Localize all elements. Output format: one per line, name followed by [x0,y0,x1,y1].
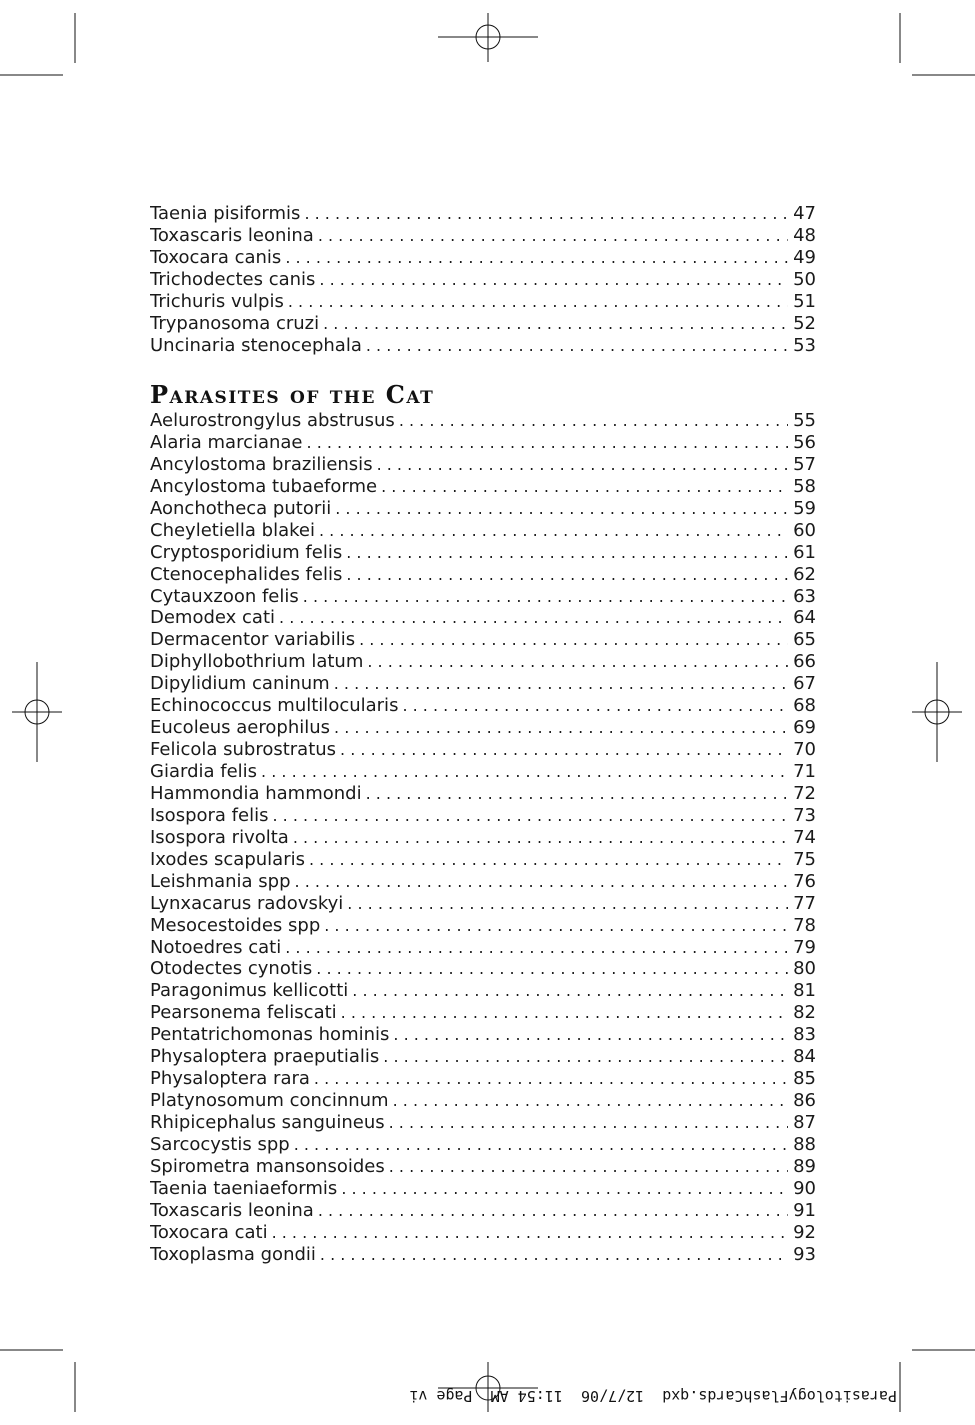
dot-leader [314,1068,788,1090]
toc-entry [150,476,816,498]
dot-leader [381,476,788,498]
dot-leader [346,542,788,564]
toc-entry-name: Leishmania spp [150,870,291,892]
toc-entry-name: Trichodectes canis [150,268,316,290]
dot-leader [352,980,788,1002]
toc-entry-page: 69 [793,717,816,739]
dot-leader [393,1090,789,1112]
toc-entry-page: 56 [793,431,816,453]
dot-leader [335,498,788,520]
toc-entry-page: 68 [793,695,816,717]
toc-entry [150,247,816,269]
toc-entry-name: Giardia felis [150,761,258,782]
toc-entry-name: Alaria marcianae [150,431,303,453]
toc-entry-name: Trypanosoma cruzi [150,312,320,334]
toc-entry-page: 62 [793,563,816,585]
dot-leader [285,937,788,959]
dot-leader [309,849,788,871]
toc-entry-page: 48 [793,224,816,246]
toc-entry-page: 91 [793,1199,816,1221]
dot-leader [359,629,788,651]
section-title-cat: Parasites of the Cat [150,380,435,409]
toc-entry-name: Otodectes cynotis [150,958,313,980]
toc-entry-name: Taenia pisiformis [150,203,301,224]
dot-leader [304,203,788,225]
toc-entry-name: Dipylidium caninum [150,673,330,695]
toc-entry-page: 80 [793,958,816,980]
toc-entry [150,629,816,651]
toc-entry-name: Aelurostrongylus abstrusus [150,410,395,431]
toc-entry [150,225,816,247]
toc-entry-name: Ancylostoma braziliensis [150,453,373,475]
toc-entry [150,1002,816,1024]
registration-mark-top [438,13,538,62]
toc-entry-name: Notoedres cati [150,936,282,958]
toc-entry-name: Eucoleus aerophilus [150,717,331,739]
toc-entry-name: Demodex cati [150,607,276,629]
toc-entry [150,313,816,335]
toc-entry-name: Ancylostoma tubaeforme [150,475,378,497]
toc-entry-page: 52 [793,312,816,334]
dot-leader [334,673,788,695]
toc-entry-page: 65 [793,629,816,651]
toc-entry-name: Cryptosporidium felis [150,541,343,563]
dot-leader [294,1134,788,1156]
dot-leader [303,586,788,608]
toc-entry [150,335,816,357]
toc-entry [150,1090,816,1112]
dot-leader [334,717,788,739]
toc-entry-name: Ctenocephalides felis [150,563,343,585]
dot-leader [399,410,788,432]
toc-entry-name: Felicola subrostratus [150,739,337,761]
toc-entry-name: Pentatrichomonas hominis [150,1024,390,1046]
dot-leader [402,695,788,717]
toc-entry [150,432,816,454]
dot-leader [320,1244,788,1266]
toc-entry [150,269,816,291]
toc-entry [150,1244,816,1266]
toc-entry-name: Isospora felis [150,804,269,826]
dot-leader [318,225,788,247]
toc-entry-page: 73 [793,804,816,826]
dot-leader [272,1222,789,1244]
dot-leader [318,1200,788,1222]
dot-leader [316,958,788,980]
toc-entry-name: Trichuris vulpis [150,290,284,312]
toc-entry-name: Sarcocystis spp [150,1133,290,1155]
toc-entry-page: 90 [793,1177,816,1199]
toc-entry-page: 85 [793,1068,816,1090]
dot-leader [293,827,788,849]
printer-slug-line: ParasitologyFlashCards.qxd 12/7/06 11:54 AM Page vi [409,1387,897,1405]
toc-entry [150,1046,816,1068]
toc-entry-page: 82 [793,1002,816,1024]
dot-leader [285,247,788,269]
dot-leader [346,564,788,586]
dot-leader [366,335,788,357]
toc-entry-name: Mesocestoides spp [150,914,321,936]
toc-entry-page: 88 [793,1133,816,1155]
toc-entry [150,1134,816,1156]
toc-entry-name: Toxoplasma gondii [150,1243,316,1265]
toc-entry-page: 57 [793,453,816,475]
dot-leader [307,432,789,454]
toc-entry [150,739,816,761]
dot-leader [319,269,788,291]
toc-entry [150,958,816,980]
dot-leader [367,651,788,673]
toc-entry [150,1112,816,1134]
toc-entry [150,651,816,673]
toc-entry-name: Toxocara cati [150,1221,268,1243]
dot-leader [341,1002,788,1024]
toc-entry-page: 83 [793,1024,816,1046]
toc-entry [150,1222,816,1244]
toc-entry-page: 71 [793,761,816,782]
toc-entry [150,695,816,717]
toc-entry [150,849,816,871]
toc-entry [150,1024,816,1046]
toc-entry [150,761,816,783]
toc-entry [150,498,816,520]
toc-entry [150,1156,816,1178]
toc-entry [150,1200,816,1222]
toc-entry [150,291,816,313]
dot-leader [340,739,788,761]
toc-entry-name: Physaloptera rara [150,1068,310,1090]
toc-entry-page: 49 [793,246,816,268]
registration-mark-right [912,662,962,762]
toc-entry-name: Isospora rivolta [150,826,289,848]
dot-leader [366,783,789,805]
dot-leader [279,607,788,629]
toc-entry [150,542,816,564]
toc-entry-page: 87 [793,1112,816,1133]
toc-entry [150,673,816,695]
toc-entry-name: Dermacentor variabilis [150,629,356,651]
toc-entry [150,410,816,432]
toc-entry-page: 75 [793,848,816,870]
toc-entry-name: Diphyllobothrium latum [150,651,364,673]
toc-entry [150,805,816,827]
toc-entry-page: 47 [793,203,816,224]
dot-leader [272,805,788,827]
dot-leader [324,915,788,937]
registration-mark-left [12,662,62,762]
toc-entry-page: 72 [793,782,816,804]
toc-cat-list [150,410,816,1266]
toc-entry-page: 53 [793,334,816,356]
toc-entry-page: 77 [793,892,816,914]
dot-leader [288,291,788,313]
dot-leader [389,1156,788,1178]
toc-entry-page: 74 [793,826,816,848]
toc-entry [150,1068,816,1090]
toc-entry [150,454,816,476]
toc-entry-page: 70 [793,739,816,761]
toc-entry [150,1178,816,1200]
toc-entry [150,520,816,542]
toc-entry-page: 58 [793,475,816,497]
toc-entry [150,871,816,893]
toc-entry-page: 66 [793,651,816,673]
toc-entry-page: 55 [793,410,816,431]
toc-entry [150,717,816,739]
toc-entry-page: 59 [793,497,816,519]
toc-entry-name: Ixodes scapularis [150,848,305,870]
toc-entry-name: Echinococcus multilocularis [150,695,399,717]
toc-entry-page: 78 [793,914,816,936]
toc-dog-continuation [150,203,816,357]
toc-entry-name: Spirometra mansonsoides [150,1155,385,1177]
toc-entry-page: 86 [793,1090,816,1112]
dot-leader [389,1112,788,1134]
toc-entry-page: 67 [793,673,816,695]
toc-entry-name: Lynxacarus radovskyi [150,892,344,914]
toc-entry-page: 93 [793,1243,816,1265]
dot-leader [377,454,789,476]
toc-entry-name: Cheyletiella blakei [150,519,315,541]
dot-leader [341,1178,788,1200]
dot-leader [319,520,788,542]
toc-entry-page: 51 [793,290,816,312]
dot-leader [393,1024,788,1046]
toc-entry-name: Cytauxzoon felis [150,585,299,607]
toc-entry-name: Pearsonema feliscati [150,1002,337,1024]
toc-entry-name: Toxocara canis [150,246,282,268]
toc-entry-page: 50 [793,268,816,290]
toc-entry-page: 84 [793,1046,816,1068]
toc-entry-page: 81 [793,980,816,1002]
toc-entry [150,586,816,608]
toc-entry-name: Toxascaris leonina [150,224,314,246]
toc-entry [150,980,816,1002]
dot-leader [295,871,789,893]
dot-leader [261,761,788,783]
toc-entry-name: Uncinaria stenocephala [150,334,362,356]
toc-entry-page: 79 [793,936,816,958]
toc-entry-name: Paragonimus kellicotti [150,980,349,1002]
toc-entry-name: Platynosomum concinnum [150,1090,389,1112]
toc-entry-page: 76 [793,870,816,892]
toc-entry [150,827,816,849]
toc-entry-name: Rhipicephalus sanguineus [150,1112,385,1133]
toc-entry-name: Physaloptera praeputialis [150,1046,380,1068]
toc-entry [150,607,816,629]
toc-entry [150,564,816,586]
toc-entry-page: 63 [793,585,816,607]
dot-leader [347,893,788,915]
toc-entry-name: Taenia taeniaeformis [150,1177,338,1199]
dot-leader [383,1046,788,1068]
toc-entry [150,937,816,959]
toc-entry-page: 89 [793,1155,816,1177]
toc-entry [150,893,816,915]
toc-entry-page: 92 [793,1221,816,1243]
dot-leader [323,313,788,335]
toc-entry [150,783,816,805]
toc-entry-page: 60 [793,519,816,541]
toc-entry-page: 64 [793,607,816,629]
toc-entry-name: Toxascaris leonina [150,1199,314,1221]
toc-entry-page: 61 [793,541,816,563]
toc-entry [150,915,816,937]
toc-entry [150,203,816,225]
toc-entry-name: Hammondia hammondi [150,782,362,804]
toc-entry-name: Aonchotheca putorii [150,497,332,519]
